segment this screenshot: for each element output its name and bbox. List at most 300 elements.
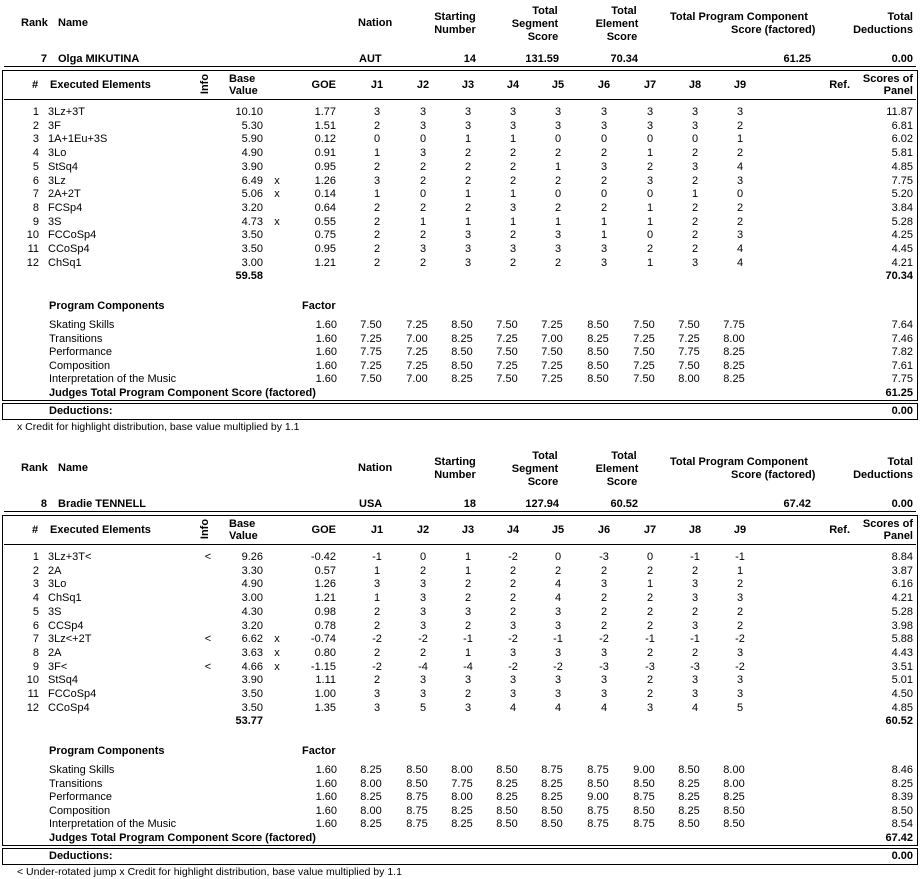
element-number: 9 (32, 660, 39, 673)
element-judge-score: 2 (646, 688, 654, 700)
judge-header: J8 (688, 79, 702, 91)
element-judge-score: -1 (735, 551, 745, 563)
element-judge-score: 3 (373, 106, 381, 118)
element-goe: 0.95 (314, 243, 336, 255)
element-highlight-mark: x (274, 633, 280, 646)
element-judge-score: -1 (372, 551, 382, 563)
element-judge-score: 2 (373, 646, 381, 659)
element-panel-score: 3.84 (891, 201, 913, 214)
element-judge-score: 2 (509, 229, 517, 242)
component-judge-score: 8.75 (633, 818, 655, 830)
element-judge-score: 2 (600, 592, 608, 605)
element-judge-score: 0 (554, 188, 562, 201)
element-panel-score: 3.98 (891, 619, 913, 632)
element-judge-score: 2 (691, 646, 699, 659)
element-panel-score: 4.43 (891, 646, 913, 659)
starting-number-header: Number (434, 24, 476, 36)
element-judge-score: 2 (373, 256, 381, 269)
element-number: 10 (26, 229, 39, 242)
element-base-value: 3.90 (241, 160, 263, 173)
element-judge-score: 2 (554, 174, 562, 187)
element-name: 2A (48, 564, 62, 577)
judges-total-value: 61.25 (885, 387, 913, 399)
component-judge-score: 7.00 (541, 332, 563, 345)
base-value-header: Value (229, 85, 258, 97)
element-number: 4 (32, 147, 39, 160)
element-judge-score: 2 (419, 160, 427, 173)
skater-sheet (0, 0, 920, 433)
deductions-header: Total (887, 11, 913, 23)
element-goe: 0.91 (314, 147, 336, 160)
component-judge-score: 8.50 (451, 319, 473, 331)
judge-header: J1 (370, 524, 384, 536)
component-name: Performance (49, 346, 112, 358)
element-judge-score: -2 (418, 633, 428, 646)
component-judge-score: 7.75 (451, 777, 473, 790)
element-judge-score: 2 (554, 256, 562, 269)
footnote: < Under-rotated jump x Credit for highlight distribution, base value multiplied by 1.1 (17, 866, 402, 878)
component-judge-score: 7.00 (406, 373, 428, 385)
component-judge-score: 7.25 (360, 332, 382, 345)
component-judge-score: 7.25 (541, 319, 563, 331)
ref-header: Ref. (829, 524, 850, 536)
component-judge-score: 8.25 (360, 818, 382, 830)
element-judge-score: 0 (554, 133, 562, 146)
element-judge-score: 2 (509, 564, 517, 577)
element-number: 5 (32, 160, 39, 173)
element-judge-score: 1 (509, 133, 517, 146)
tss-header: Segment (511, 18, 559, 30)
element-judge-score: 2 (554, 564, 562, 577)
element-judge-score: 4 (736, 160, 744, 173)
element-judge-score: 0 (554, 551, 562, 563)
element-judge-score: 3 (464, 256, 472, 269)
element-judge-score: 1 (464, 646, 472, 659)
element-judge-score: 3 (691, 106, 699, 118)
element-judge-score: 0 (419, 551, 427, 563)
element-goe: 1.11 (315, 674, 336, 687)
element-judge-score: 1 (736, 564, 744, 577)
element-panel-score: 11.87 (886, 106, 913, 118)
component-factor: 1.60 (315, 777, 337, 790)
element-judge-score: 3 (509, 688, 517, 700)
deductions-header: Deductions (853, 469, 913, 481)
element-judge-score: 2 (691, 564, 699, 577)
element-judge-score: 2 (509, 592, 517, 605)
element-name: ChSq1 (48, 592, 82, 605)
element-judge-score: 2 (736, 605, 744, 618)
skater-nation: AUT (359, 53, 382, 65)
element-panel-score: 5.20 (891, 188, 913, 201)
element-name: FCCoSp4 (48, 688, 97, 700)
element-judge-score: 2 (464, 174, 472, 187)
element-judge-score: 2 (509, 256, 517, 269)
component-judge-score: 8.75 (406, 804, 428, 817)
element-base-value: 3.50 (241, 701, 263, 714)
judge-header: J4 (506, 524, 520, 536)
element-judge-score: 2 (373, 160, 381, 173)
element-judge-score: 3 (373, 174, 381, 187)
component-judge-score: 8.50 (541, 804, 563, 817)
element-judge-score: -1 (690, 633, 700, 646)
element-panel-score: 4.85 (891, 160, 913, 173)
element-name: 3Lz+3T< (48, 551, 92, 563)
factor-header: Factor (302, 745, 336, 757)
component-name: Interpretation of the Music (49, 818, 177, 830)
element-judge-score: 1 (646, 215, 654, 228)
element-base-value: 5.90 (241, 133, 263, 146)
element-judge-score: 0 (691, 133, 699, 146)
component-judge-score: 7.50 (496, 319, 518, 331)
element-goe: 1.21 (314, 256, 336, 269)
element-goe: 1.26 (314, 174, 336, 187)
element-base-value: 3.20 (241, 619, 263, 632)
element-number: 11 (27, 243, 39, 255)
element-panel-score: 3.51 (891, 660, 913, 673)
component-judge-score: 7.25 (496, 332, 518, 345)
component-judge-score: 8.50 (496, 818, 518, 830)
element-judge-score: 1 (464, 215, 472, 228)
component-judge-score: 8.75 (541, 764, 563, 776)
element-judge-score: 3 (646, 106, 654, 118)
element-judge-score: 2 (600, 147, 608, 160)
tss-header: Total (532, 450, 558, 462)
ref-header: Ref. (829, 79, 850, 91)
scores-of-panel-header: Scores of (862, 518, 913, 530)
component-judge-score: 7.50 (360, 373, 382, 385)
element-judge-score: 3 (600, 674, 608, 687)
element-judge-score: 2 (464, 160, 472, 173)
component-judge-score: 8.50 (587, 319, 609, 331)
element-judge-score: -2 (553, 660, 563, 673)
number-header: # (32, 524, 39, 536)
component-panel-score: 8.54 (891, 818, 913, 830)
element-name: CCoSp4 (48, 243, 90, 255)
judge-header: J6 (597, 79, 611, 91)
component-judge-score: 8.50 (587, 359, 609, 372)
tes-header: Total (611, 450, 637, 462)
element-judge-score: 0 (736, 188, 744, 201)
component-judge-score: 8.50 (678, 764, 700, 776)
element-judge-score: 3 (464, 106, 472, 118)
element-judge-score: -3 (645, 660, 655, 673)
element-judge-score: 3 (373, 701, 381, 714)
element-judge-score: -2 (372, 633, 382, 646)
component-judge-score: 8.25 (496, 791, 518, 803)
element-judge-score: 2 (419, 646, 427, 659)
element-info: < (204, 633, 212, 646)
element-name: FCSp4 (48, 201, 83, 214)
element-number: 12 (26, 701, 39, 714)
element-judge-score: -4 (418, 660, 428, 673)
element-judge-score: -2 (735, 660, 745, 673)
element-judge-score: 3 (509, 119, 517, 132)
judge-header: J3 (461, 524, 475, 536)
element-judge-score: 2 (373, 605, 381, 618)
total-element-score: 60.52 (610, 498, 638, 510)
program-components-header: Program Components (49, 300, 165, 312)
element-judge-score: 1 (646, 256, 654, 269)
element-judge-score: 3 (419, 674, 427, 687)
component-panel-score: 8.50 (891, 804, 913, 817)
element-base-value: 4.73 (241, 215, 263, 228)
judges-total-label: Judges Total Program Component Score (factored) (49, 832, 316, 844)
component-judge-score: 8.25 (541, 777, 563, 790)
element-judge-score: 3 (509, 646, 517, 659)
element-goe: 1.51 (314, 119, 336, 132)
tes-header: Score (606, 476, 638, 488)
element-judge-score: 2 (554, 201, 562, 214)
component-judge-score: 8.25 (451, 373, 473, 385)
component-judge-score: 8.75 (587, 764, 609, 776)
component-judge-score: 8.25 (678, 777, 700, 790)
component-judge-score: 8.50 (587, 777, 609, 790)
element-judge-score: 0 (646, 551, 654, 563)
component-judge-score: 8.25 (360, 764, 382, 776)
element-judge-score: -2 (599, 633, 609, 646)
rule (4, 511, 916, 512)
rule (4, 544, 916, 545)
component-judge-score: 8.50 (678, 818, 700, 830)
element-judge-score: 3 (554, 119, 562, 132)
deductions-value: 0.00 (891, 850, 913, 862)
element-name: 3Lz+3T (48, 106, 85, 118)
component-judge-score: 8.75 (406, 818, 428, 830)
scores-of-panel-header: Scores of (862, 73, 913, 85)
element-judge-score: 4 (736, 256, 744, 269)
deductions-header: Deductions (853, 24, 913, 36)
component-judge-score: 8.25 (451, 804, 473, 817)
element-judge-score: 2 (691, 174, 699, 187)
element-judge-score: 3 (600, 646, 608, 659)
element-judge-score: 2 (509, 147, 517, 160)
element-judge-score: 2 (554, 147, 562, 160)
element-goe: 0.55 (314, 215, 336, 228)
element-number: 1 (32, 551, 39, 563)
element-base-value: 3.90 (241, 674, 263, 687)
component-judge-score: 8.75 (587, 818, 609, 830)
pcs-header: Total Program Component (670, 456, 808, 468)
element-panel-score: 5.81 (891, 147, 913, 160)
element-judge-score: 4 (691, 701, 699, 714)
component-panel-score: 7.64 (891, 319, 913, 331)
component-factor: 1.60 (315, 818, 337, 830)
element-number: 6 (32, 174, 39, 187)
scores-of-panel-header: Panel (883, 530, 913, 542)
element-judge-score: 2 (373, 674, 381, 687)
component-name: Performance (49, 791, 112, 803)
element-judge-score: 3 (373, 578, 381, 591)
component-judge-score: 8.25 (360, 791, 382, 803)
element-judge-score: 3 (373, 688, 381, 700)
element-judge-score: 3 (554, 646, 562, 659)
element-judge-score: 2 (373, 215, 381, 228)
element-name: 3Lz (48, 174, 66, 187)
element-number: 12 (26, 256, 39, 269)
component-judge-score: 8.00 (360, 777, 382, 790)
element-base-value: 3.50 (241, 229, 263, 242)
element-judge-score: 0 (600, 188, 608, 201)
element-judge-score: -2 (508, 551, 518, 563)
skater-name: Bradie TENNELL (58, 498, 147, 510)
element-judge-score: 1 (554, 160, 562, 173)
skater-sheet (0, 445, 920, 878)
element-name: 3S (48, 215, 62, 228)
element-judge-score: -2 (735, 633, 745, 646)
element-judge-score: 2 (373, 119, 381, 132)
program-components-header: Program Components (49, 745, 165, 757)
component-factor: 1.60 (315, 332, 337, 345)
component-judge-score: 8.75 (406, 791, 428, 803)
component-factor: 1.60 (315, 319, 337, 331)
deductions-value: 0.00 (891, 405, 913, 417)
component-judge-score: 8.50 (723, 804, 745, 817)
element-judge-score: 2 (373, 619, 381, 632)
element-judge-score: 2 (464, 147, 472, 160)
element-base-value: 4.90 (241, 147, 263, 160)
tss-header: Total (532, 5, 558, 17)
element-goe: 0.78 (314, 619, 336, 632)
deductions-label: Deductions: (49, 850, 113, 862)
component-name: Skating Skills (49, 764, 115, 776)
deductions-label: Deductions: (49, 405, 113, 417)
component-judge-score: 8.50 (723, 818, 745, 830)
element-judge-score: 3 (554, 688, 562, 700)
element-judge-score: 0 (419, 133, 427, 146)
starting-number-header: Number (434, 469, 476, 481)
component-judge-score: 7.25 (633, 332, 655, 345)
component-judge-score: 7.25 (678, 332, 700, 345)
element-goe: 1.21 (314, 592, 336, 605)
component-judge-score: 8.25 (678, 804, 700, 817)
total-segment-score: 127.94 (525, 498, 559, 510)
deductions-header: Total (887, 456, 913, 468)
element-name: CCoSp4 (48, 701, 90, 714)
element-judge-score: 1 (509, 215, 517, 228)
element-judge-score: 1 (464, 133, 472, 146)
scores-of-panel-header: Panel (883, 85, 913, 97)
element-judge-score: 2 (600, 605, 608, 618)
element-number: 1 (32, 106, 39, 118)
element-number: 3 (32, 133, 39, 146)
element-judge-score: 2 (600, 564, 608, 577)
element-judge-score: 1 (464, 564, 472, 577)
rank-header: Rank (21, 462, 48, 474)
component-judge-score: 8.50 (633, 804, 655, 817)
element-judge-score: 1 (736, 133, 744, 146)
component-judge-score: 8.50 (587, 373, 609, 385)
rule (4, 66, 916, 67)
tss-header: Score (527, 476, 559, 488)
base-value-total: 59.58 (235, 270, 263, 282)
element-judge-score: 3 (419, 119, 427, 132)
element-judge-score: -3 (599, 660, 609, 673)
deductions-box (2, 848, 918, 865)
element-judge-score: 2 (509, 578, 517, 591)
element-judge-score: 2 (419, 256, 427, 269)
element-goe: -0.74 (310, 633, 336, 646)
component-judge-score: 8.50 (587, 346, 609, 358)
element-score-total: 60.52 (885, 715, 913, 727)
component-judge-score: 8.25 (723, 359, 745, 372)
element-judge-score: 3 (600, 160, 608, 173)
element-judge-score: 3 (691, 674, 699, 687)
element-panel-score: 6.81 (891, 119, 913, 132)
judge-header: J9 (733, 79, 747, 91)
element-info: < (204, 660, 212, 673)
element-judge-score: 1 (373, 592, 381, 605)
element-number: 4 (32, 592, 39, 605)
component-factor: 1.60 (315, 373, 337, 385)
element-judge-score: 2 (509, 160, 517, 173)
component-judge-score: 8.25 (678, 791, 700, 803)
component-judge-score: 7.50 (633, 319, 655, 331)
element-judge-score: 3 (691, 688, 699, 700)
element-judge-score: 2 (373, 229, 381, 242)
skater-name: Olga MIKUTINA (58, 53, 140, 65)
component-judge-score: 9.00 (587, 791, 609, 803)
element-number: 7 (32, 633, 39, 646)
info-header: Info (199, 518, 211, 540)
judges-total-value: 67.42 (885, 832, 913, 844)
judge-header: J2 (416, 524, 430, 536)
element-base-value: 3.50 (241, 688, 263, 700)
element-judge-score: 3 (736, 174, 744, 187)
pcs-header: Score (factored) (731, 24, 816, 36)
element-judge-score: 5 (736, 701, 744, 714)
executed-elements-header: Executed Elements (50, 79, 151, 91)
element-judge-score: 3 (736, 229, 744, 242)
element-judge-score: -2 (508, 660, 518, 673)
element-judge-score: 2 (736, 201, 744, 214)
rule (4, 99, 916, 100)
total-element-score: 70.34 (610, 53, 638, 65)
element-judge-score: 2 (373, 243, 381, 255)
element-judge-score: 2 (464, 619, 472, 632)
element-judge-score: 3 (419, 147, 427, 160)
element-judge-score: 2 (464, 201, 472, 214)
info-header: Info (199, 73, 211, 95)
element-judge-score: 3 (691, 592, 699, 605)
element-number: 8 (32, 646, 39, 659)
element-judge-score: 2 (646, 619, 654, 632)
element-name: StSq4 (48, 160, 78, 173)
element-judge-score: 0 (646, 133, 654, 146)
component-panel-score: 7.82 (891, 346, 913, 358)
element-judge-score: 2 (691, 215, 699, 228)
element-judge-score: 2 (646, 646, 654, 659)
element-score-total: 70.34 (885, 270, 913, 282)
element-panel-score: 5.01 (891, 674, 913, 687)
component-judge-score: 8.00 (678, 373, 700, 385)
element-base-value: 6.49 (241, 174, 263, 187)
tss-header: Segment (511, 463, 559, 475)
element-goe: 0.80 (314, 646, 336, 659)
element-name: 1A+1Eu+3S (48, 133, 108, 146)
judge-header: J1 (370, 79, 384, 91)
element-goe: 0.95 (314, 160, 336, 173)
element-goe: 1.35 (314, 701, 336, 714)
element-judge-score: 3 (554, 605, 562, 618)
element-judge-score: 4 (554, 578, 562, 591)
element-judge-score: 3 (464, 674, 472, 687)
element-judge-score: 3 (691, 160, 699, 173)
element-judge-score: 3 (736, 592, 744, 605)
component-judge-score: 7.25 (360, 359, 382, 372)
component-judge-score: 7.75 (723, 319, 745, 331)
element-name: 3Lo (48, 147, 67, 160)
element-base-value: 3.20 (241, 201, 263, 214)
